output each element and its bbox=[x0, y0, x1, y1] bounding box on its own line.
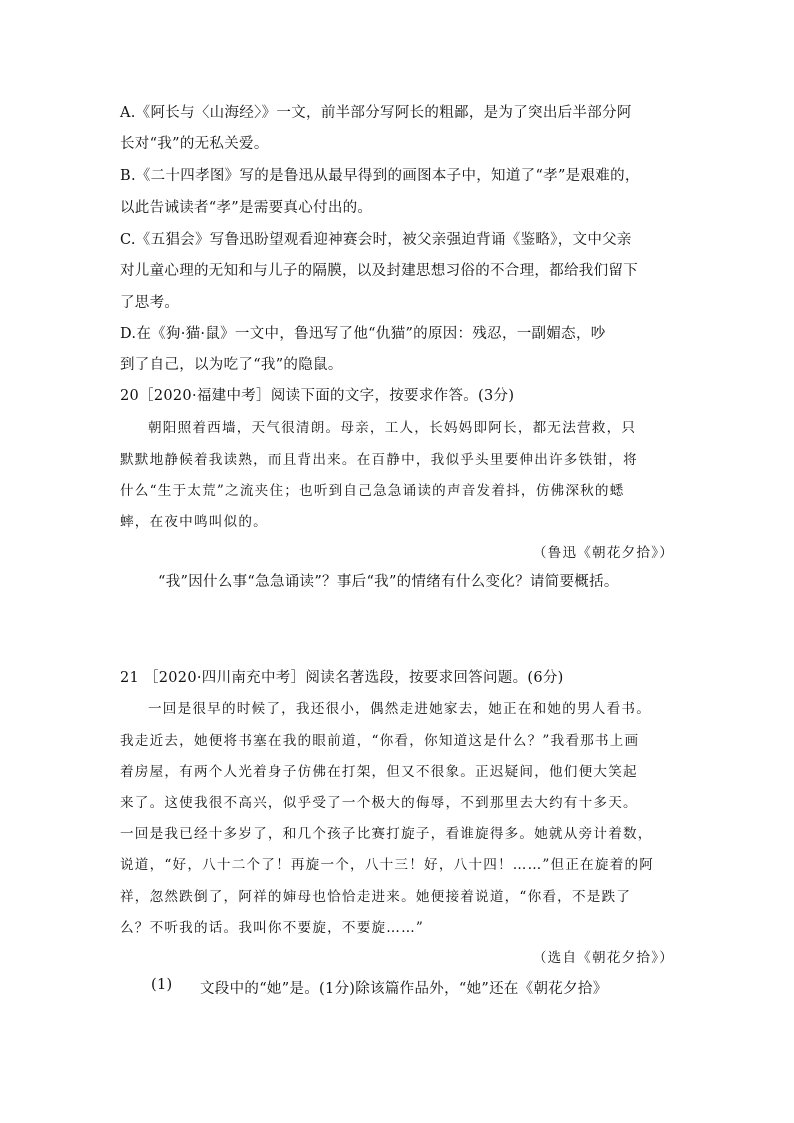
option-b-line-2: 以此告诫读者“孝”是需要真心付出的。 bbox=[120, 200, 373, 216]
q20-excerpt-line-4: 蟀，在夜中鸣叫似的。 bbox=[120, 514, 268, 530]
q21-excerpt-line-4: 来了。这使我很不高兴，似乎受了一个极大的侮辱，不到那里去大约有十多天。 bbox=[120, 795, 638, 811]
q21-sub1-number: (1) bbox=[151, 977, 173, 993]
q20-question: “我”因什么事“急急诵读”？事后“我”的情绪有什么变化？请简要概括。 bbox=[158, 574, 619, 590]
option-c-line-2: 对儿童心理的无知和与儿子的隔膜，以及封建思想习俗的不合理，都给我们留下 bbox=[120, 263, 638, 279]
option-a-line-2: 长对“我”的无私关爱。 bbox=[120, 136, 269, 152]
q20-excerpt-line-3: 什么“生于太荒”之流夹住；也听到自己急急诵读的声音发着抖，仿佛深秋的蟋 bbox=[120, 483, 625, 499]
q21-source: （选自《朝花夕拾》） bbox=[532, 950, 674, 966]
q21-heading: 21 ［2020·四川南充中考］阅读名著选段，按要求回答问题。(6分) bbox=[120, 670, 564, 686]
q21-excerpt-line-1: 一回是很早的时候了，我还很小，偶然走进她家去，她正在和她的男人看书。 bbox=[148, 701, 651, 717]
q20-excerpt-line-2: 默默地静候着我读熟，而且背出来。在百静中，我似乎头里要伸出许多铁钳，将 bbox=[120, 452, 638, 468]
q21-excerpt-line-8: 么？不听我的话。我叫你不要旋，不要旋……” bbox=[120, 920, 425, 936]
q21-excerpt-line-5: 一回是我已经十多岁了，和几个孩子比赛打旋子，看谁旋得多。她就从旁计着数， bbox=[120, 826, 653, 842]
q21-excerpt-line-3: 着房屋，有两个人光着身子仿佛在打架，但又不很象。正迟疑间，他们便大笑起 bbox=[120, 764, 638, 780]
q20-heading: 20［2020·福建中考］阅读下面的文字，按要求作答。(3分) bbox=[120, 388, 515, 404]
option-c-line-3: 了思考。 bbox=[120, 295, 180, 311]
q21-sub1-text: 文段中的“她”是。(1分)除该篇作品外，“她”还在《朝花夕拾》 bbox=[200, 981, 608, 997]
option-a-line-1: A.《阿长与〈山海经〉》一文，前半部分写阿长的粗鄙，是为了突出后半部分阿 bbox=[120, 105, 632, 121]
q21-excerpt-line-7: 祥，忽然跌倒了，阿祥的婶母也恰恰走进来。她便接着说道，“你看，不是跌了 bbox=[120, 889, 632, 905]
option-d-line-2: 到了自己，以为吃了“我”的隐鼠。 bbox=[120, 357, 343, 373]
q20-excerpt-line-1: 朝阳照着西墙，天气很清朗。母亲，工人，长妈妈即阿长，都无法营救，只 bbox=[148, 420, 637, 436]
q21-excerpt-line-2: 我走近去，她便将书塞在我的眼前道，“你看，你知道这是什么？”我看那书上画 bbox=[120, 733, 640, 749]
q21-excerpt-line-6: 说道，“好，八十二个了！再旋一个，八十三！好，八十四！……”但正在旋着的阿 bbox=[120, 857, 655, 873]
q20-source: （鲁迅《朝花夕拾》） bbox=[532, 545, 674, 561]
option-c-line-1: C.《五猖会》写鲁迅盼望观看迎神赛会时，被父亲强迫背诵《鉴略》，文中父亲 bbox=[120, 232, 632, 248]
option-d-line-1: D.在《狗·猫·鼠》一文中，鲁迅写了他“仇猫”的原因：残忍，一副媚态，吵 bbox=[120, 326, 606, 342]
option-b-line-1: B.《二十四孝图》写的是鲁迅从最早得到的画图本子中，知道了“孝”是艰难的， bbox=[120, 168, 640, 184]
